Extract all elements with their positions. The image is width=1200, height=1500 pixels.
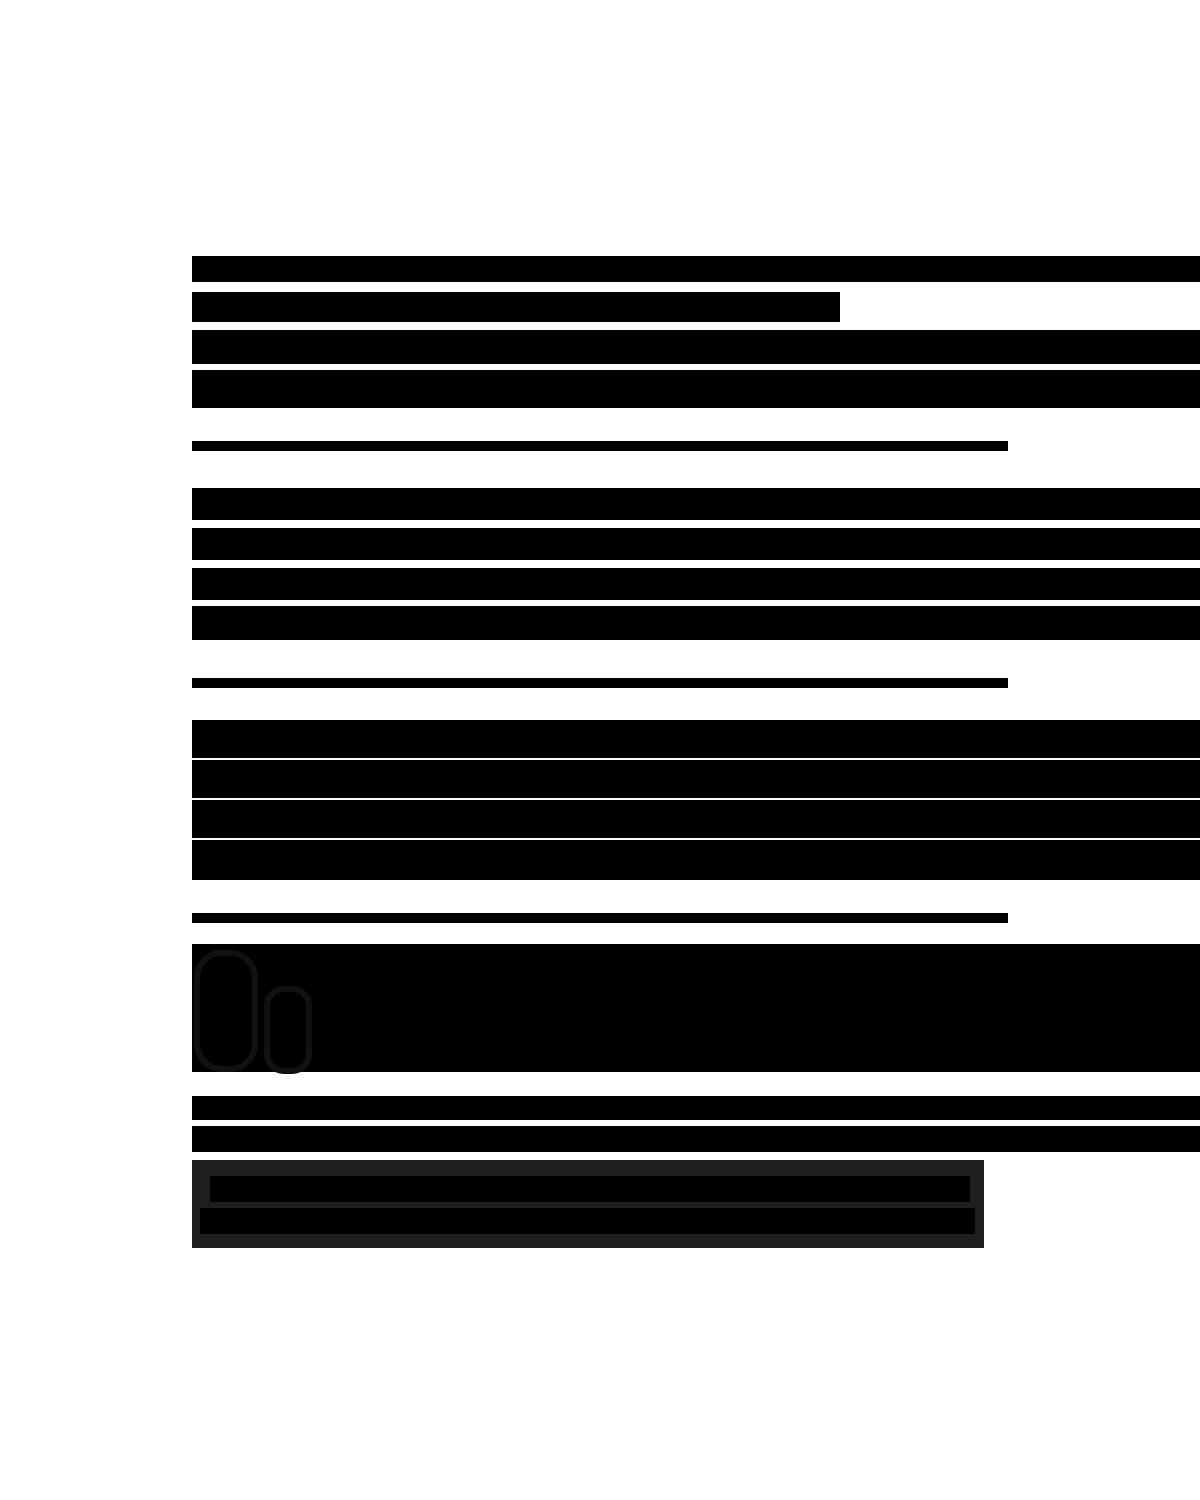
divider — [192, 441, 1008, 451]
redacted-statement-line-4 — [192, 840, 1200, 880]
capsule-small-icon — [264, 986, 312, 1074]
capsule-large-icon — [194, 950, 258, 1072]
redacted-notice-line-1 — [210, 1176, 970, 1202]
redacted-header-line-1 — [192, 256, 1200, 282]
redacted-header-line-3 — [192, 330, 1200, 364]
redacted-description-line-3 — [192, 568, 1200, 600]
redacted-description-line-4 — [192, 606, 1200, 640]
divider — [192, 678, 1008, 688]
redacted-header-line-2 — [192, 292, 840, 322]
redacted-notice-line-2 — [200, 1208, 975, 1234]
redacted-icon-row — [192, 944, 1200, 1072]
redacted-caption-line-2 — [192, 1126, 1200, 1152]
redacted-statement-line-3 — [192, 800, 1200, 838]
divider — [192, 913, 1008, 923]
redacted-caption-line-1 — [192, 1096, 1200, 1120]
redacted-description-line-1 — [192, 488, 1200, 520]
redacted-notice-box — [192, 1160, 984, 1248]
redacted-description-line-2 — [192, 528, 1200, 560]
redacted-header-line-4 — [192, 370, 1200, 408]
redacted-statement-line-2 — [192, 760, 1200, 798]
redacted-statement-line-1 — [192, 720, 1200, 758]
